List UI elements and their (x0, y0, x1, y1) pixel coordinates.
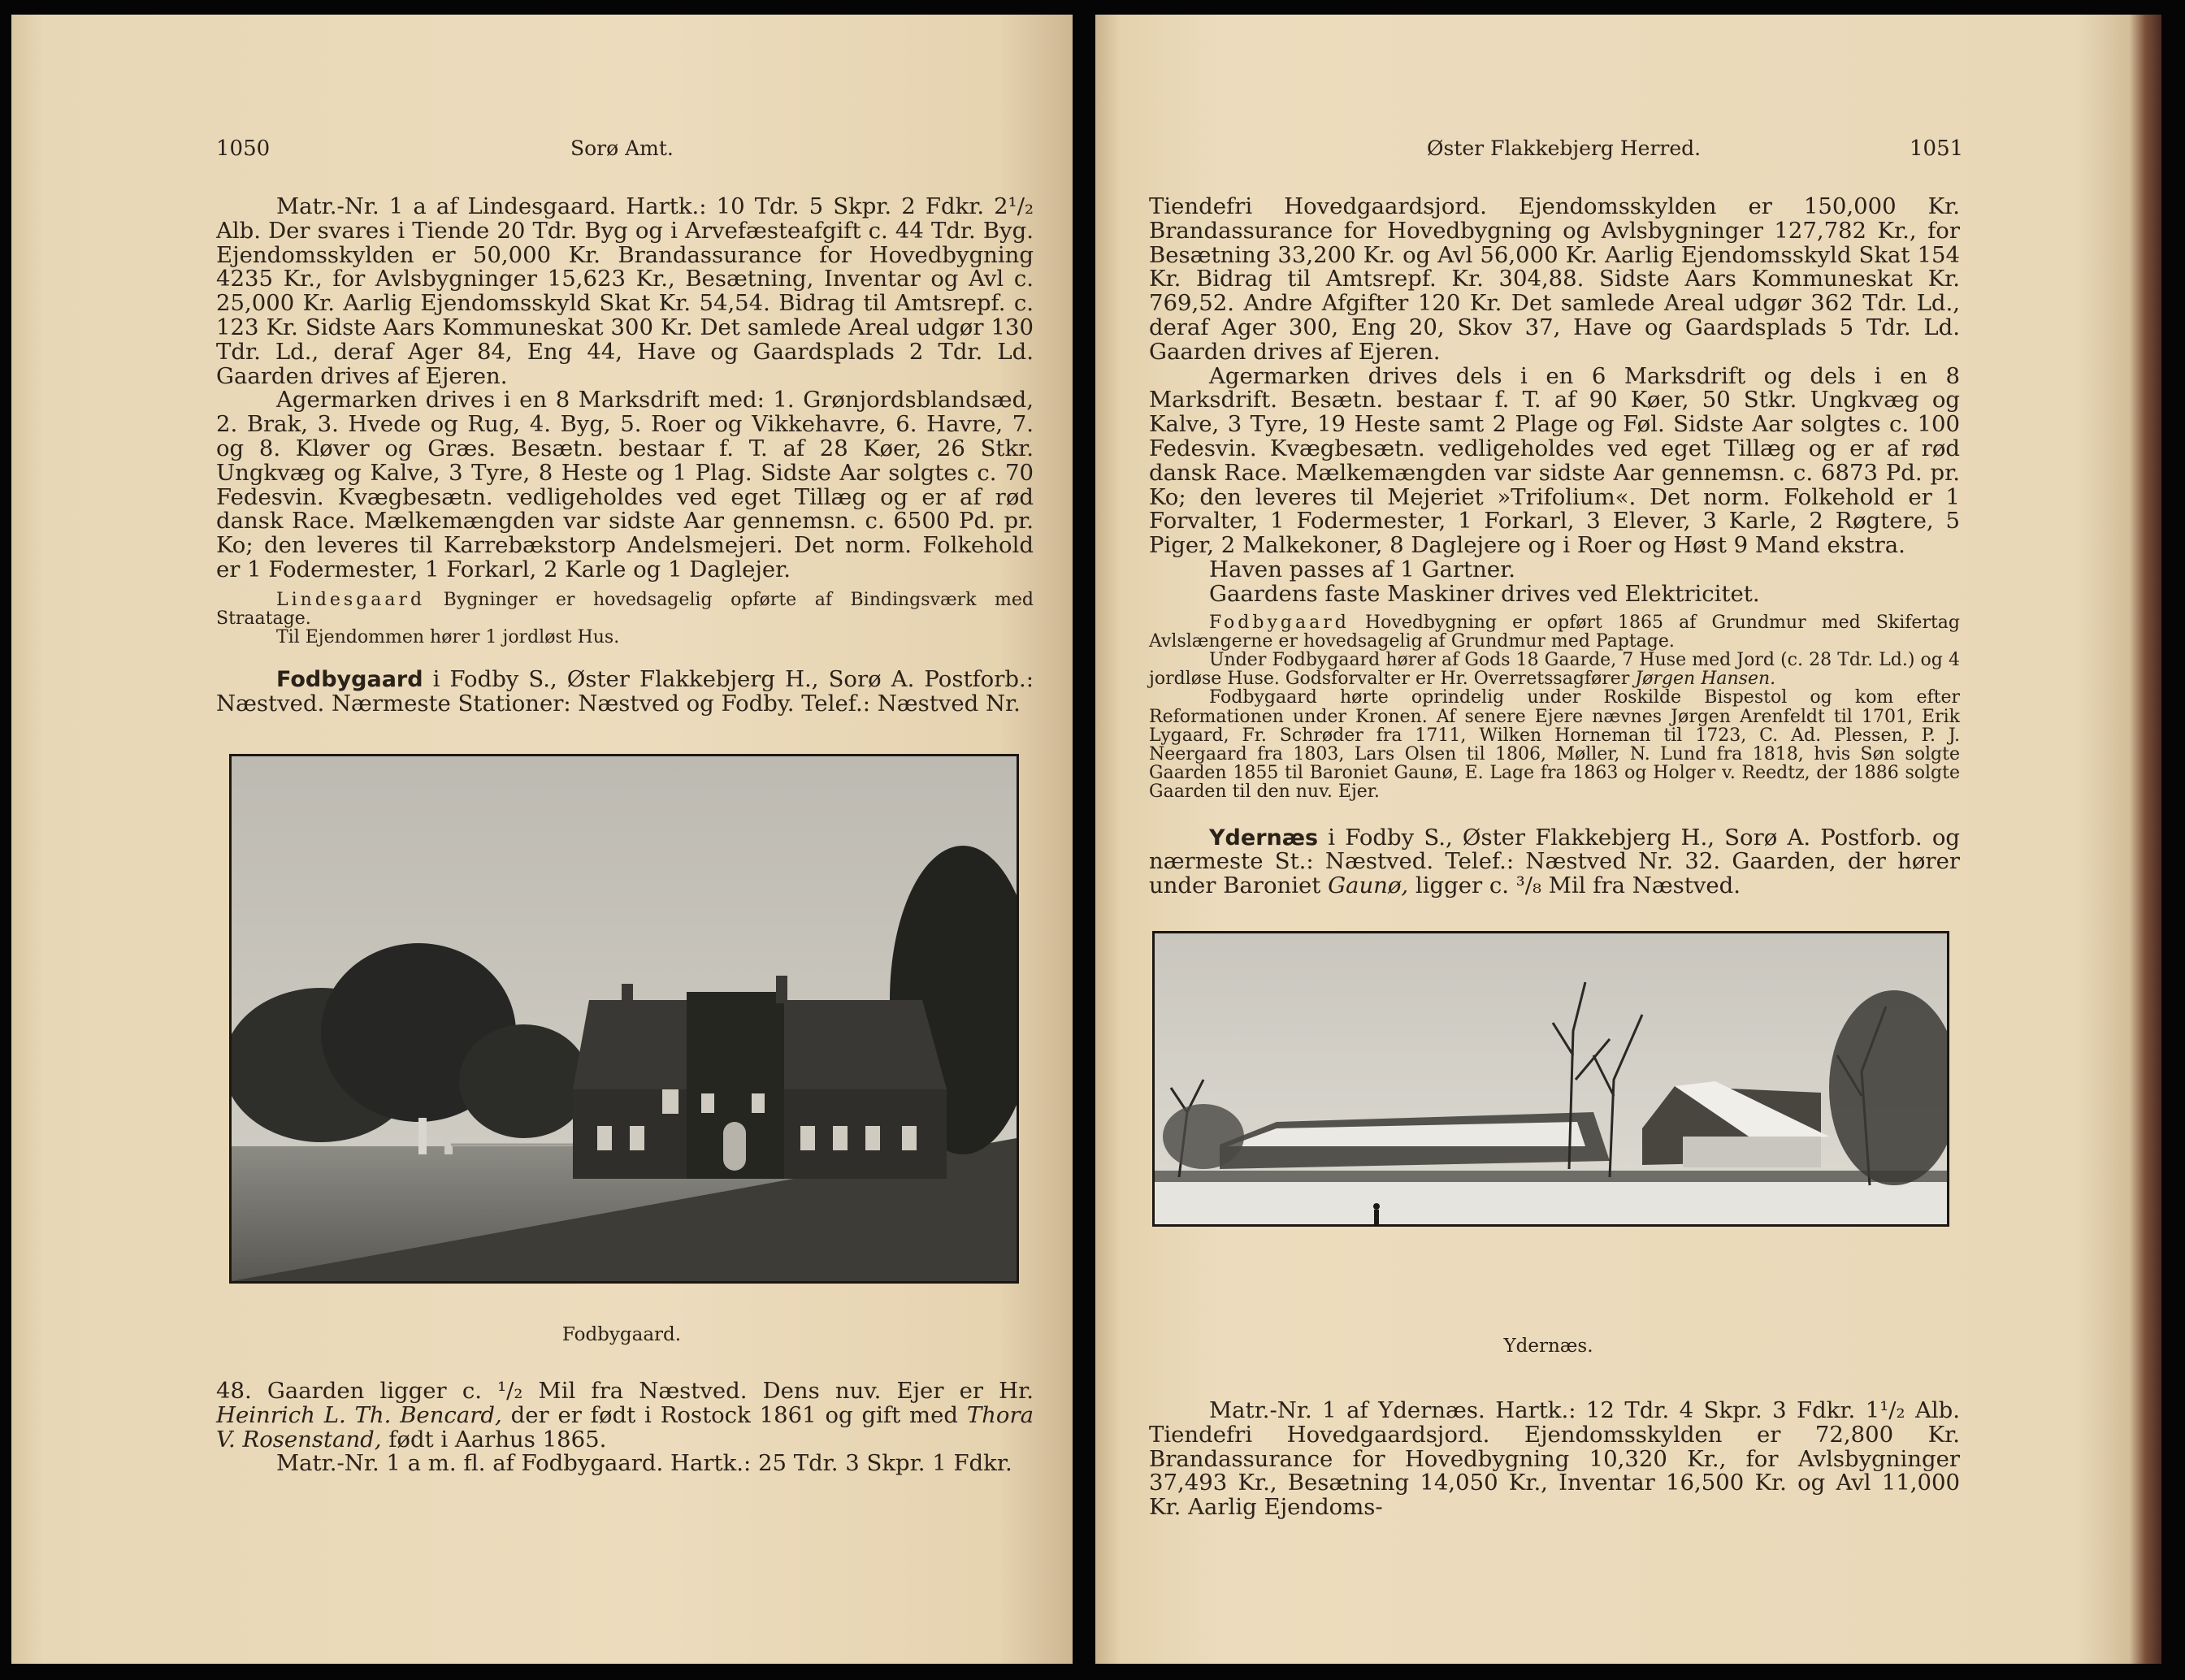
page-number: 1050 (216, 136, 271, 161)
fodbygaard-photo (229, 754, 1019, 1284)
wife-name: Thora V. Rosenstand, (216, 1401, 1034, 1453)
paragraph: Agermarken drives dels i en 6 Marksdrift og dels i en 8 Marksdrift. Besætn. bestaar f. T. af 90 Køer, 50 Stkr. Ungkvæg og Kalve, 3 Tyre, 19 Heste samt 2 Plage og Føl. Sidste Aar solgtes c. 100 Fedesvin. Kvægbesætn. vedligeholdes ved eget Tillæg og er af rød dansk Race. Mælkemængden var sidste Aar gennemsn. c. 6873 Pd. pr. Ko; den leveres til Mejeriet »Trifolium«. Det norm. Folkehold er 1 Forvalter, 1 Fodermester, 1 Forkarl, 3 Elever, 3 Karle, 2 Røgtere, 5 Piger, 2 Malkekoner, 8 Daglejere og i Roer og Høst 9 Mand ekstra. (1149, 362, 1960, 559)
left-text-block (216, 195, 1034, 717)
paragraph: Gaardens faste Maskiner drives ved Elektricitet. (1209, 580, 1760, 607)
running-head: Sorø Amt. (570, 136, 674, 160)
photo-caption: Ydernæs. (1503, 1336, 1593, 1357)
paragraph: Matr.-Nr. 1 a af Lindesgaard. Hartk.: 10 Tdr. 5 Skpr. 2 Fdkr. 2¹/₂ Alb. Der svares i Tiende 20 Tdr. Byg og i Arvefæsteafgift c. 44 Tdr. Byg. Ejendomsskylden er 50,000 Kr. Brandassurance for Hovedbygning 4235 Kr., for Avlsbygninger 15,623 Kr., Besætning, Inventar og Avl c. 25,000 Kr. Aarlig Ejendomsskyld Skat Kr. 54,54. Bidrag til Amtsrepf. c. 123 Kr. Sidste Aars Kommuneskat 300 Kr. Det samlede Areal udgør 130 Tdr. Ld., deraf Ager 84, Eng 44, Have og Gaardsplads 2 Tdr. Ld. Gaarden drives af Ejeren. (216, 193, 1034, 389)
paragraph: 48. Gaarden ligger c. ¹/₂ Mil fra Næstved. Dens nuv. Ejer er Hr. Heinrich L. Th. Bencard, der er født i Rostock 1861 og gift med Thora V. Rosenstand, født i Aarhus 1865. (216, 1378, 1034, 1453)
footnote-text: Bygninger er hovedsagelig opførte af Bindingsværk med Straatage. (216, 589, 1034, 629)
entry-heading: Ydernæs i Fodby S., Øster Flakkebjerg H., Sorø A. Postforb. og nærmeste St.: Næstved. Telef.: Næstved Nr. 32. Gaarden, der hører under Baroniet Gaunø, ligger c. ³/₈ Mil fra Næstved. (1149, 824, 1960, 899)
entry-name: Fodbygaard (276, 667, 423, 693)
footnote (216, 591, 1034, 647)
paragraph: Matr.-Nr. 1 a m. fl. af Fodbygaard. Hartk.: 25 Tdr. 3 Skpr. 1 Fdkr. (276, 1450, 1012, 1477)
paragraph: Haven passes af 1 Gartner. (1209, 556, 1515, 582)
photo-image (1155, 933, 1947, 1224)
footnote-text: Fodbygaard hørte oprindelig under Roskilde Bispestol og kom efter Reformationen under Kronen. Af senere Ejere nævnes Jørgen Arenfeldt til 1701, Erik Lygaard, Fr. Schrøder fra 1711, Wilken Horneman til 1723, C. Ad. Plessen, P. J. Neergaard fra 1803, Lars Olsen til 1806, Møller, N. Lund fra 1818, hvis Søn solgte Gaarden 1855 til Baroniet Gaunø, E. Lage fra 1863 og Holger v. Reedtz, der 1886 solgte Gaarden til den nuv. Ejer. (1149, 687, 1960, 803)
baroniet-name: Gaunø, (1328, 872, 1409, 899)
right-text-block-bottom (1149, 1399, 1960, 1520)
right-text-block (1149, 195, 1960, 898)
left-page (11, 15, 1073, 1664)
footnote-name: Fodbygaard (1209, 612, 1350, 633)
page-number: 1051 (1910, 136, 1964, 161)
entry-heading (216, 668, 1034, 717)
entry-text: i Fodby S., Øster Flakkebjerg H., Sorø A. Postforb.: Næstved. Nærmeste Stationer: Næstved og Fodby. Telef.: Næstved Nr. (216, 666, 1034, 717)
owner-name: Heinrich L. Th. Bencard, (216, 1401, 502, 1428)
paragraph: Agermarken drives i en 8 Marksdrift med: 1. Grønjordsblandsæd, 2. Brak, 3. Hvede og Rug, 4. Byg, 5. Roer og Vikkehavre, 6. Havre, 7. og 8. Kløver og Græs. Besætn. bestaar f. T. af 28 Køer, 26 Stkr. Ungkvæg og Kalve, 3 Tyre, 8 Heste og 1 Plag. Sidste Aar solgtes c. 70 Fedesvin. Kvægbesætn. vedligeholdes ved eget Tillæg og er af rød dansk Race. Mælkemængden var sidste Aar gennemsn. c. 6500 Pd. pr. Ko; den leveres til Karrebækstorp Andelsmejeri. Det norm. Folkehold er 1 Fodermester, 1 Forkarl, 2 Karle og 1 Daglejer. (216, 387, 1034, 582)
footnote-name: Lindesgaard (276, 589, 426, 610)
left-text-block-bottom (216, 1379, 1034, 1476)
paragraph: Matr.-Nr. 1 af Ydernæs. Hartk.: 12 Tdr. 4 Skpr. 3 Fdkr. 1¹/₂ Alb. Tiendefri Hovedgaardsjord. Ejendomsskylden er 72,800 Kr. Brandassurance for Hovedbygning 10,320 Kr., for Avlsbygninger 37,493 Kr., Besætning 14,050 Kr., Inventar 16,500 Kr. og Avl 11,000 Kr. Aarlig Ejendoms- (1149, 1397, 1960, 1521)
running-head: Øster Flakkebjerg Herred. (1427, 136, 1702, 160)
photo-caption: Fodbygaard. (561, 1324, 682, 1345)
footnote: Fodbygaard Hovedbygning er opført 1865 af Grundmur med Skifertag Avlslængerne er hovedsagelig af Grundmur med Paptage. Under Fodbygaard hører af Gods 18 Gaarde, 7 Huse med Jord (c. 28 Tdr. Ld.) og 4 jordløse Huse. Godsforvalter er Hr. Overretssagfører Jørgen Hansen. Fodbygaard hørte oprindelig under Roskilde Bispestol og kom efter Reformationen under Kronen. Af senere Ejere nævnes Jørgen Arenfeldt til 1701, Erik Lygaard, Fr. Schrøder fra 1711, Wilken Horneman til 1723, C. Ad. Plessen, P. J. Neergaard fra 1803, Lars Olsen til 1806, Møller, N. Lund fra 1818, hvis Søn solgte Gaarden 1855 til Baroniet Gaunø, E. Lage fra 1863 og Holger v. Reedtz, der 1886 solgte Gaarden til den nuv. Ejer. (1149, 612, 1960, 803)
entry-name: Ydernæs (1209, 825, 1319, 851)
right-page (1095, 15, 2161, 1664)
photo-image (232, 756, 1017, 1281)
ydernaes-photo (1152, 931, 1949, 1227)
footnote-text: Til Ejendommen hører 1 jordløst Hus. (276, 627, 620, 648)
paragraph: Tiendefri Hovedgaardsjord. Ejendomsskylden er 150,000 Kr. Brandassurance for Hovedbygning og Avlsbygninger 127,782 Kr., for Besætning 33,200 Kr. og Avl 56,000 Kr. Aarlig Ejendomsskyld Skat 154 Kr. Bidrag til Amtsrepf. Kr. 304,88. Sidste Aars Kommuneskat Kr. 769,52. Andre Afgifter 120 Kr. Det samlede Areal udgør 362 Tdr. Ld., deraf Ager 300, Eng 20, Skov 37, Have og Gaardsplads 5 Tdr. Ld. Gaarden drives af Ejeren. (1149, 193, 1960, 365)
godsforvalter-name: Jørgen Hansen. (1635, 669, 1776, 690)
